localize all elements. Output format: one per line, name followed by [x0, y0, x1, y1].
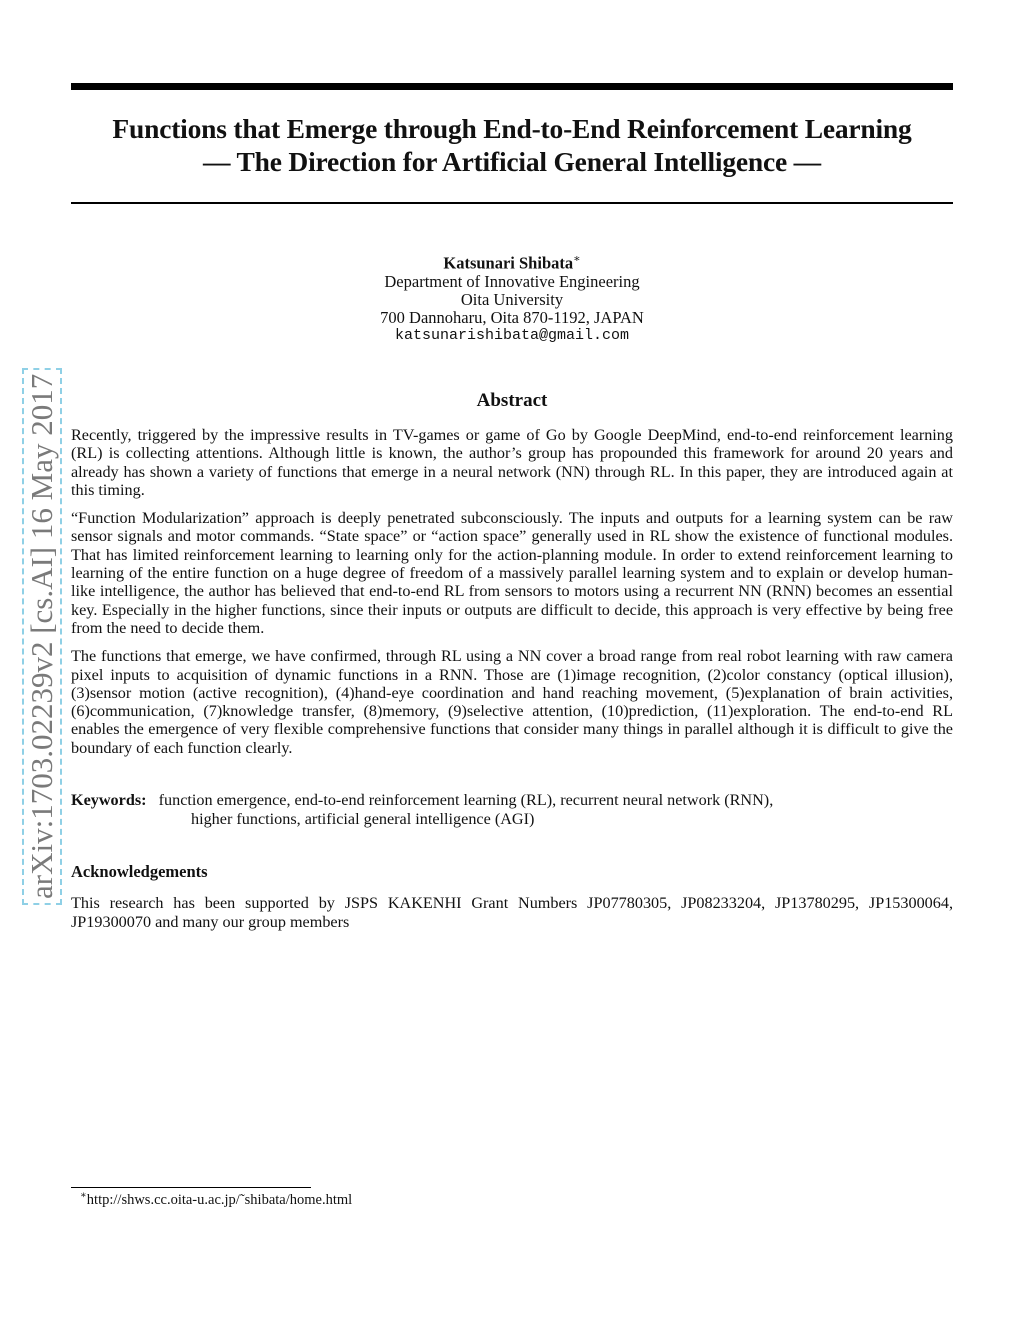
title-line-1: Functions that Emerge through End-to-End Reinforcement Learning — [112, 113, 912, 144]
abstract-paragraph-1: Recently, triggered by the impressive results in TV-games or game of Go by Google DeepMind, end-to-end reinforcement learning (RL) is collecting attentions. Although little is known, the author’s group has propounded this framework for around 20 years and already has shown a variety of functions that emerge in a neural network (NN) through RL. In this paper, they are introduced again at this timing. — [71, 426, 953, 499]
keywords-label: Keywords: — [71, 791, 147, 809]
title-line-2: — The Direction for Artificial General Intelligence — — [203, 146, 821, 177]
arxiv-identifier-stamp: arXiv:1703.02239v2 [cs.AI] 16 May 2017 — [22, 368, 62, 905]
acknowledgements-text: This research has been supported by JSPS KAKENHI Grant Numbers JP07780305, JP08233204, JP13780295, JP15300064, JP19300070 and many our group members — [71, 894, 953, 931]
author-email[interactable]: katsunarishibata@gmail.com — [394, 326, 630, 344]
author-university: Oita University — [460, 289, 564, 309]
footnote-rule — [71, 1187, 311, 1188]
author-address: 700 Dannoharu, Oita 870-1192, JAPAN — [380, 307, 644, 327]
author-department: Department of Innovative Engineering — [384, 271, 640, 291]
paper-title — [71, 112, 953, 178]
footnote — [80, 1190, 352, 1209]
title-top-rule — [71, 83, 953, 90]
author-block — [71, 250, 953, 345]
abstract-paragraph-3: The functions that emerge, we have confirmed, through RL using a NN cover a broad range from real robot learning with raw camera pixel inputs to acquisition of dynamic functions in a RNN. Those are (1)image recognition, (2)color constancy (optical illusion), (3)sensor motion (active recognition), (4)hand-eye coordination and hand reaching movement, (5)explanation of brain activities, (6)communication, (7)knowledge transfer, (8)memory, (9)selective attention, (10)prediction, (11)exploration. The end-to-end RL enables the emergence of very flexible comprehensive functions that consider many things in parallel although it is difficult to give the boundary of each function clearly. — [71, 647, 953, 757]
abstract-paragraph-2: “Function Modularization” approach is deeply penetrated subconsciously. The inputs and outputs for a learning system can be raw sensor signals and motor commands. “State space” or “action space” generally used in RL show the existence of functional modules. That has limited reinforcement learning to learning only for the action-planning module. In order to extend reinforcement learning to learning of the entire function on a huge degree of freedom of a massively parallel learning system and to explain or develop human-like intelligence, the author has believed that end-to-end RL from sensors to motors using a recurrent NN (RNN) becomes an essential key. Especially in the higher functions, since their inputs or outputs are difficult to decide, this approach is very effective by being free from the need to decide them. — [71, 509, 953, 637]
keywords-section — [71, 791, 953, 828]
abstract-heading: Abstract — [476, 390, 548, 411]
title-bottom-rule — [71, 202, 953, 204]
author-name: Katsunari Shibata∗ — [443, 253, 581, 273]
footnote-url[interactable]: http://shws.cc.oita-u.ac.jp/˜shibata/home.html — [86, 1191, 353, 1208]
acknowledgements-heading: Acknowledgements — [71, 862, 208, 881]
keywords-line-1: function emergence, end-to-end reinforcement learning (RL), recurrent neural network (RNN), — [158, 791, 774, 809]
author-footnote-mark: ∗ — [573, 253, 581, 265]
keywords-line-2: higher functions, artificial general intelligence (AGI) — [191, 809, 535, 828]
abstract-body — [71, 426, 953, 767]
footnote-mark: ∗ — [80, 1190, 87, 1201]
